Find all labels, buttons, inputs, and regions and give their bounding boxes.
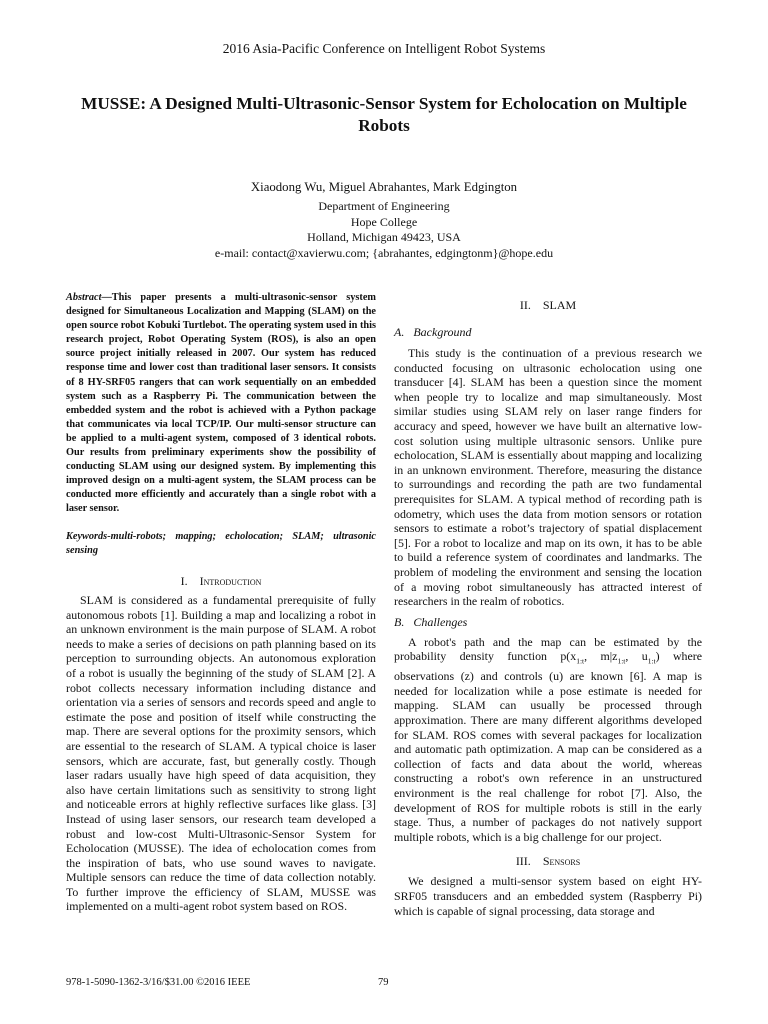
subscript: 1:t <box>647 656 656 666</box>
abstract-text: —This paper presents a multi-ultrasonic-sensor system designed for Simultaneous Localization and Mapping (SLAM) on the open source robot Kobuki Turtlebot. The operating system used in this research project, Robot Operating System (ROS), is also an open source project initially released in 2007. Our system has reduced response time and lower cost than traditional laser sensors. It consists of 8 HY-SRF05 rangers that can work sequentially on an embedded system such as a Raspberry Pi. The communication between the embedded system and the robot is achieved with a Python package that communicates via local TCP/IP. Our multi-sensor structure can be applied to a multi-agent system, composed of 3 identical robots. Our results from preliminary experiments show the possibility of conducting SLAM using our designed system. By implementing this improved design on a multi-agent system, the SLAM process can be conducted more efficiently and accurately than a single robot with a laser sensor. <box>66 292 376 515</box>
conference-header: 2016 Asia-Pacific Conference on Intelligent Robot Systems <box>222 41 546 56</box>
paper-title: MUSSE: A Designed Multi-Ultrasonic-Sensor System for Echolocation on Multiple Robots <box>81 94 687 135</box>
section-heading-sensors <box>394 854 702 869</box>
introduction-paragraph: SLAM is considered as a fundamental prerequisite of fully autonomous robots [1]. Building a map and localizing a robot in an unknown environment is the main purpose of SLAM. A robot needs to make a series of decisions on path planning based on its perception to surrounding objects. An autonomous exploration of a robot is usually the beginning of the study of SLAM [2]. A robot collects necessary information including distance and orientation via a series of sensors and records speed and angle to estimate the pose and position of itself while constructing the map. There are several options for the proximity sensors, which are essential to the research of SLAM. A typical choice is laser sensors, which are accurate, fast, but generally costly. Though laser radars usually have high speed of data acquisition, they also have certain limitations such as sensitivity to strong light and noticeable errors at highly reflective surfaces like glass. [3] Instead of using laser sensors, our research team developed a robust and low-cost Multi-Ultrasonic-Sensor System for Echolocation (MUSSE). The idea of echolocation comes from the inspiration of bats, who use sound waves to navigate. Multiple sensors can reduce the time of data collection notably. To further improve the efficiency of SLAM, MUSSE was implemented on a multi-agent robot system based on ROS. <box>66 593 376 914</box>
section-slam <box>394 298 702 918</box>
abstract-lead: Abstract <box>66 292 102 303</box>
challenges-text: A robot's path and the map can be estimated by the probability density function p(x <box>394 634 702 664</box>
section-title: Sensors <box>542 854 581 869</box>
subsection-heading-background <box>394 325 702 340</box>
section-number: II. <box>519 298 531 312</box>
section-number: III. <box>515 854 531 869</box>
author-list: Xiaodong Wu, Miguel Abrahantes, Mark Edgington <box>250 180 518 194</box>
affiliation-block <box>0 199 768 261</box>
page-number: 79 <box>378 977 389 988</box>
affiliation-dept: Department of Engineering <box>318 199 450 213</box>
subscript: 1:t <box>617 656 626 666</box>
challenges-text: ) where observations (z) and controls (u) are known [6]. A map is needed for localization while a pose estimate is needed for mapping. SLAM can usually be processed through approximation. There are many different algorithms developed for SLAM. ROS comes with several packages for localization and automatic path optimization. A map can be considered as a collection of facts and data about the world, whereas constructing a robot's own reference in an unstructured environment is the real challenge for robot [7]. Also, the development of ROS for multiple robots is still in the early stage. Thus, a number of packages do not natively support multiple robots, which is a big challenge for our project. <box>394 649 703 844</box>
section-introduction <box>66 574 376 914</box>
challenges-text: , u <box>625 649 648 664</box>
background-paragraph: This study is the continuation of a previous research we conducted focusing on ultrasonic echolocation using one transducer [4]. SLAM has been a question since the moment when people try to localize and map simultaneously. Most similar studies using SLAM rely on laser range finders for accuracy and speed, however we have built an alternative low-cost solution using multiple ultrasonic sensors. Unlike pure echolocation, SLAM is essentially about mapping and localizing in an unknown environment. Therefore, measuring the distance to surroundings and recording the path are two fundamental prerequisites for SLAM. A typical method of recording path is odometry, which uses the data from motion sensors or rotation sensors to estimate a robot’s trajectory of spatial displacement [5]. For a robot to localize and map on its own, it has to be able to build a reference system of coordinates and landmarks. The problem of modeling the environment and sensing the location of a moving robot simultaneously has attracted interest of researchers in the realm of robotics. <box>394 346 702 609</box>
subsection-label: A. <box>394 325 405 339</box>
section-title: SLAM <box>542 298 577 312</box>
section-title: Introduction <box>199 574 262 588</box>
subsection-heading-challenges <box>394 615 702 630</box>
section-heading-introduction <box>66 574 376 589</box>
challenges-paragraph <box>394 635 702 845</box>
abstract <box>66 291 376 517</box>
affiliation-college: Hope College <box>350 214 418 229</box>
affiliation-email: e-mail: contact@xavierwu.com; {abrahantes, edgingtonm}@hope.edu <box>214 245 554 260</box>
subsection-title: Challenges <box>413 614 468 629</box>
affiliation-location: Holland, Michigan 49423, USA <box>307 230 461 244</box>
footer-isbn: 978-1-5090-1362-3/16/$31.00 ©2016 IEEE <box>66 977 251 988</box>
section-heading-slam <box>394 298 702 313</box>
subsection-label: B. <box>394 614 405 629</box>
keywords: Keywords-multi-robots; mapping; echolocation; SLAM; ultrasonic sensing <box>66 531 376 556</box>
subscript: 1:t <box>576 656 585 666</box>
sensors-paragraph: We designed a multi-sensor system based on eight HY-SRF05 transducers and an embedded system (Raspberry Pi) which is capable of signal processing, data storage and <box>394 874 702 918</box>
subsection-title: Background <box>413 325 472 339</box>
challenges-text: , m|z <box>584 649 618 664</box>
section-number: I. <box>180 574 188 588</box>
